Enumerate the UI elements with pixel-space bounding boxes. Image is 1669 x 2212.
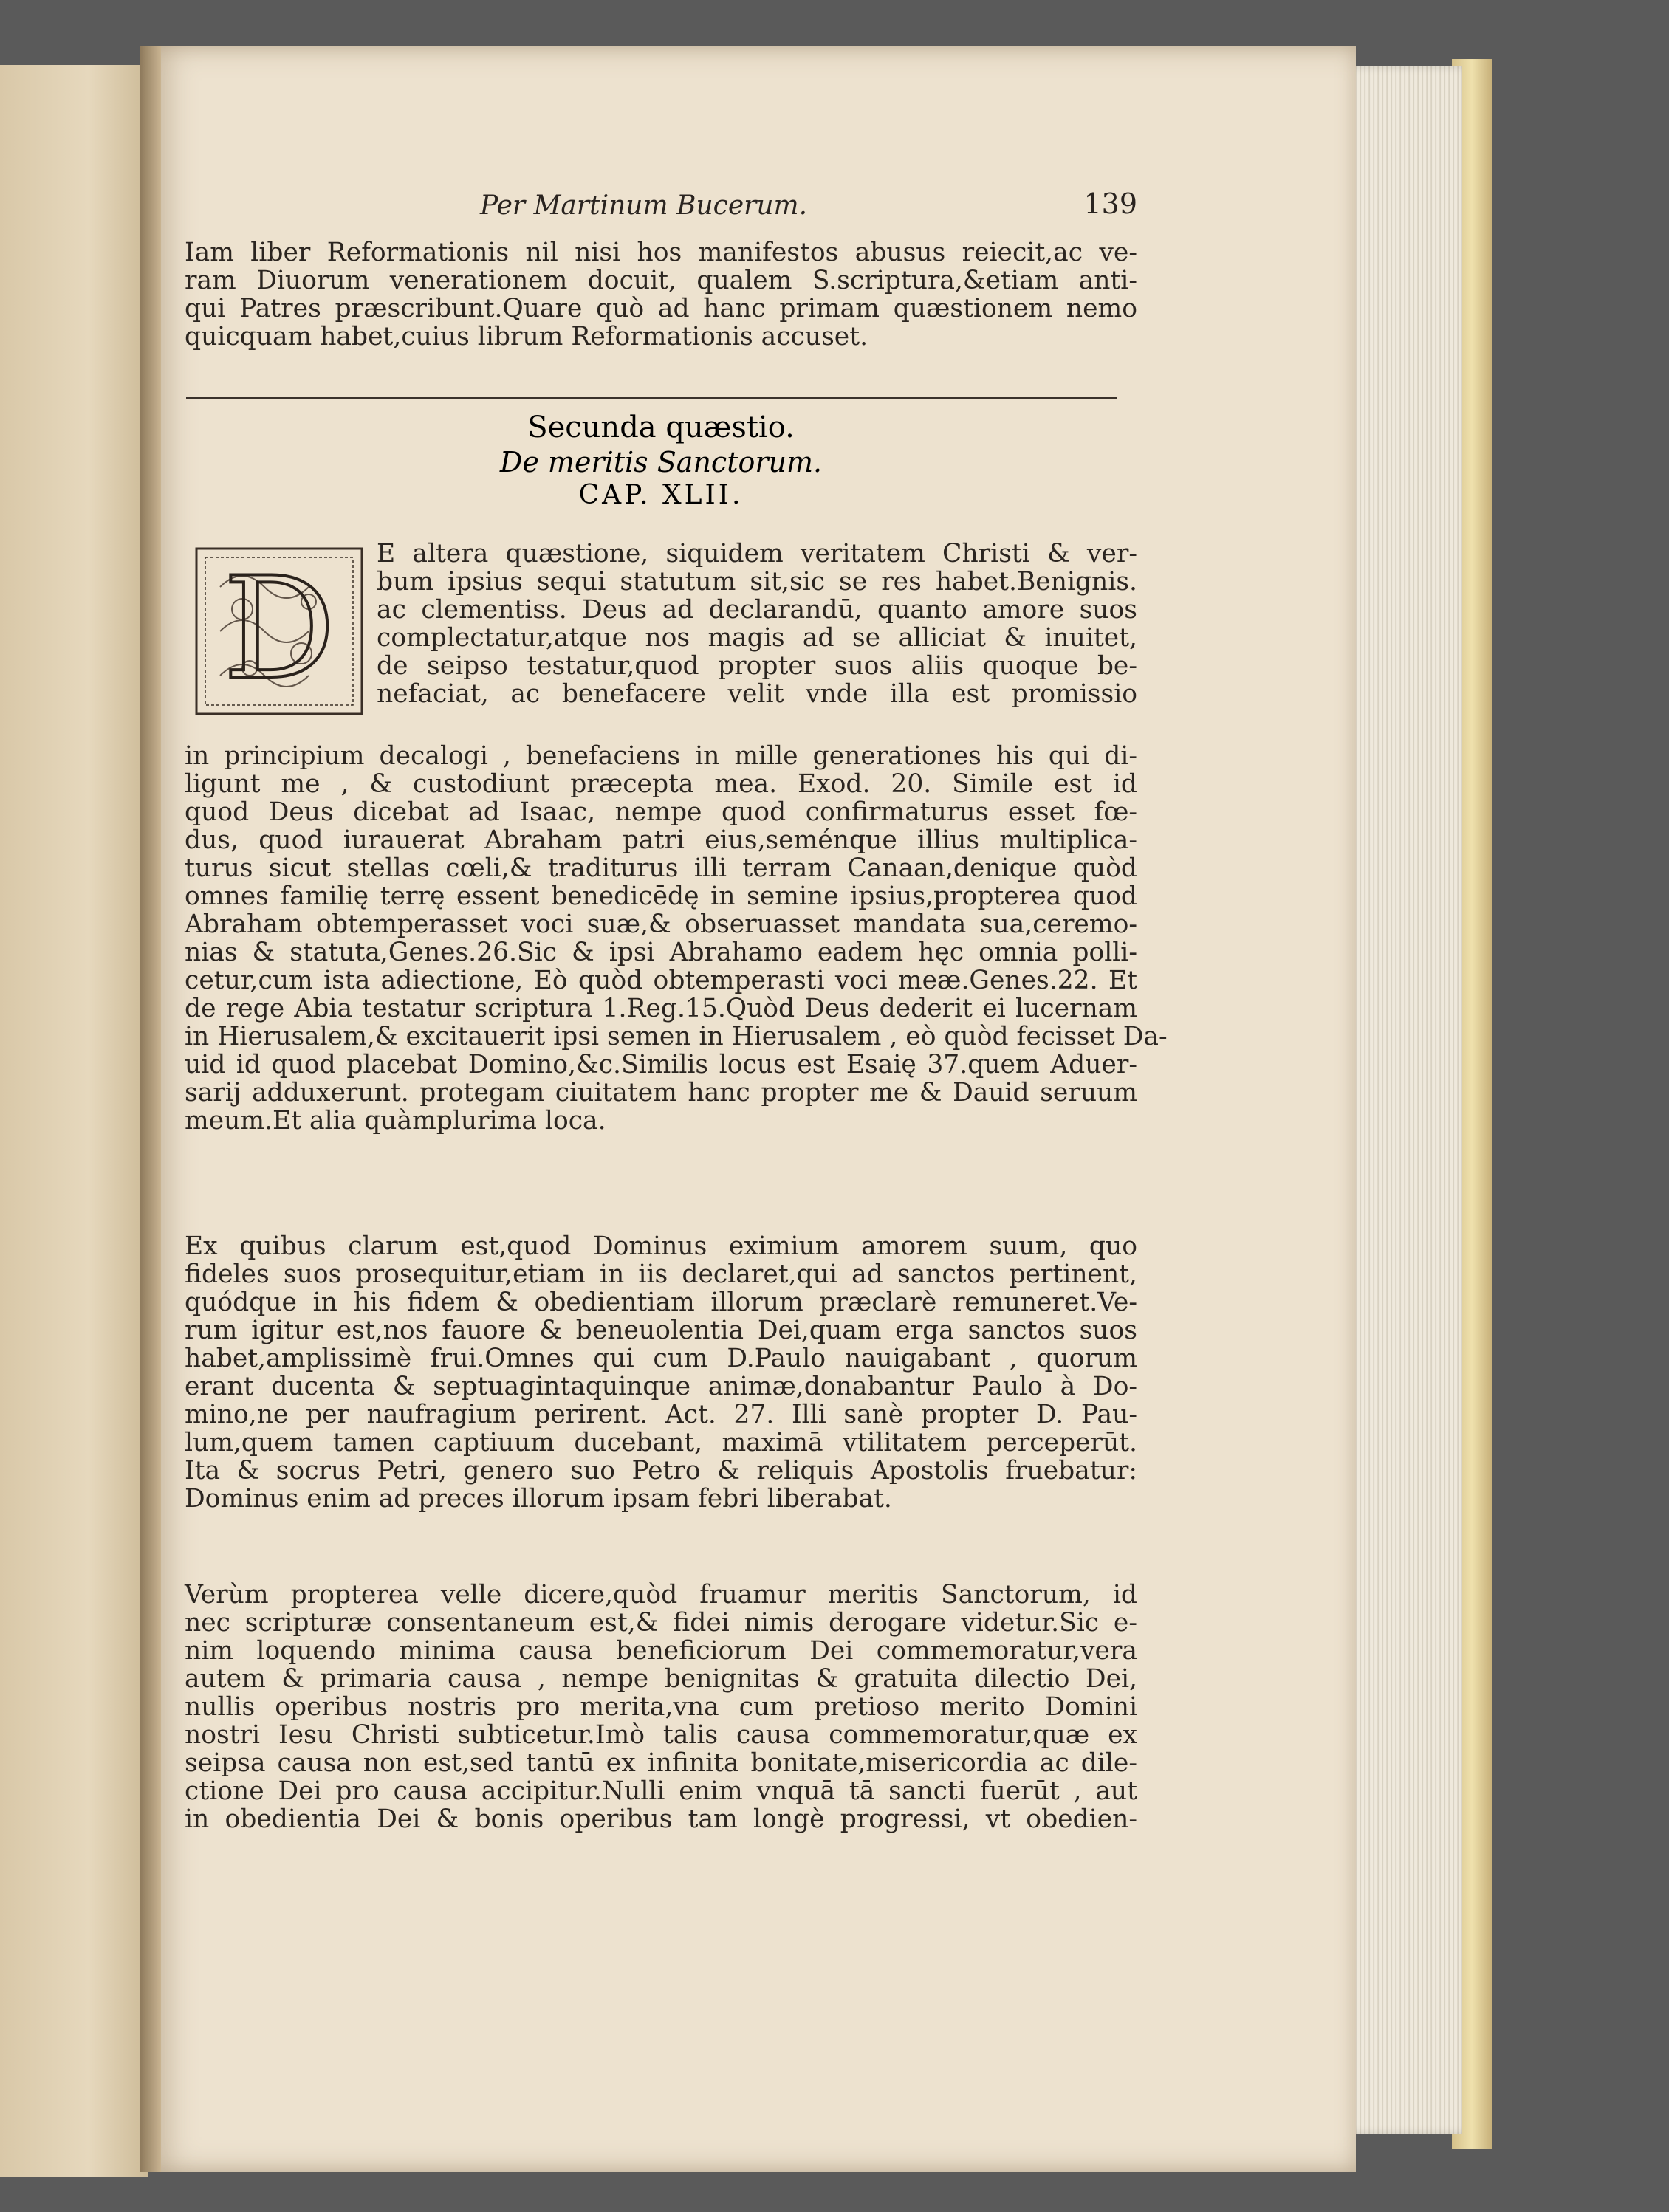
- top-paragraph: [185, 238, 1137, 350]
- text-line: rum igitur est,nos fauore & beneuolentia Dei,quam erga sanctos suos: [185, 1316, 1137, 1345]
- text-line: nec scripturæ consentaneum est,& fidei nimis derogare videtur.Sic e-: [185, 1608, 1137, 1638]
- text-line: ctione Dei pro causa accipitur.Nulli enim vnquā tā sancti fuerūt , aut: [185, 1776, 1137, 1806]
- text-line: mino,ne per naufragium perirent. Act. 27. Illi sanè propter D. Pau-: [185, 1400, 1137, 1429]
- left-facing-page: [0, 65, 148, 2177]
- text-line: cetur,cum ista adiectione, Eò quòd obtemperasti voci meæ.Genes.22. Et: [185, 966, 1137, 995]
- text-line: in obedientia Dei & bonis operibus tam longè progressi, vt obedien-: [185, 1804, 1137, 1834]
- text-line: Ex quibus clarum est,quod Dominus eximium amorem suum, quo: [185, 1232, 1137, 1261]
- opening-lines: [185, 539, 1137, 707]
- chapter-heading: [185, 411, 1137, 512]
- text-line: Ita & socrus Petri, genero suo Petro & reliquis Apostolis fruebatur:: [185, 1456, 1137, 1485]
- text-line: omnes familię terrę essent benedicēdę in semine ipsius,propterea quod: [185, 882, 1137, 911]
- running-head: [185, 190, 1137, 220]
- text-line: Iam liber Reformationis nil nisi hos manifestos abusus reiecit,ac ve-: [185, 238, 1137, 267]
- text-line: nefaciat, ac benefacere velit vnde illa est promissio: [377, 679, 1137, 709]
- text-line: autem & primaria causa , nempe benignitas & gratuita dilectio Dei,: [185, 1664, 1137, 1694]
- text-line: in Hierusalem,& excitauerit ipsi semen in Hierusalem , eò quòd fecisset Da-: [185, 1022, 1168, 1051]
- page-edges: [1344, 66, 1462, 2134]
- svg-text:D: D: [222, 547, 336, 710]
- text-line: habet,amplissimè frui.Omnes qui cum D.Paulo nauigabant , quorum: [185, 1344, 1137, 1373]
- running-head-title: Per Martinum Bucerum.: [480, 190, 808, 221]
- text-line: sarij adduxerunt. protegam ciuitatem hanc propter me & Dauid seruum: [185, 1078, 1137, 1107]
- paragraph-one: [185, 741, 1168, 1136]
- text-line: complectatur,atque nos magis ad se alliciat & inuitet,: [377, 623, 1137, 653]
- text-line: in principium decalogi , benefaciens in mille generationes his qui di-: [185, 741, 1137, 771]
- text-line: lum,quem tamen captiuum ducebant, maximā vtilitatem perceperūt.: [185, 1428, 1137, 1457]
- question-title: Secunda quæstio.: [527, 411, 795, 444]
- text-line: uid id quod placebat Domino,&c.Similis locus est Esaię 37.quem Aduer-: [185, 1050, 1137, 1079]
- chapter-number: CAP. XLII.: [578, 480, 744, 510]
- text-line: quod Deus dicebat ad Isaac, nempe quod confirmaturus esset fœ-: [185, 797, 1137, 827]
- text-line: quódque in his fidem & obedientiam illorum præclarè remuneret.Ve-: [185, 1288, 1137, 1317]
- text-line: nullis operibus nostris pro merita,vna cum pretioso merito Domini: [185, 1692, 1137, 1722]
- text-line: Verùm propterea velle dicere,quòd fruamur meritis Sanctorum, id: [185, 1580, 1137, 1610]
- text-line: turus sicut stellas cœli,& traditurus illi terram Canaan,denique quòd: [185, 853, 1137, 883]
- text-line: nias & statuta,Genes.26.Sic & ipsi Abrahamo eadem hęc omnia polli-: [185, 938, 1137, 967]
- text-line: ram Diuorum venerationem docuit, qualem S.scriptura,&etiam anti-: [185, 266, 1137, 295]
- text-line: de rege Abia testatur scriptura 1.Reg.15.Quòd Deus dederit ei lucernam: [185, 994, 1137, 1023]
- text-line: fideles suos prosequitur,etiam in iis declaret,qui ad sanctos pertinent,: [185, 1260, 1137, 1289]
- text-line: seipsa causa non est,sed tantū ex infinita bonitate,misericordia ac dile-: [185, 1748, 1137, 1778]
- text-line: qui Patres præscribunt.Quare quò ad hanc primam quæstionem nemo: [185, 294, 1137, 323]
- chapter-subtitle: De meritis Sanctorum.: [499, 446, 823, 478]
- text-line: meum.Et alia quàmplurima loca.: [185, 1106, 606, 1136]
- text-line: nostri Iesu Christi subticetur.Imò talis causa commemoratur,quæ ex: [185, 1720, 1137, 1750]
- text-line: E altera quæstione, siquidem veritatem Christi & ver-: [377, 539, 1137, 569]
- paragraph-two: [185, 1232, 1137, 1512]
- horizontal-rule: [186, 397, 1117, 399]
- text-line: quicquam habet,cuius librum Reformationis accuset.: [185, 322, 868, 351]
- text-line: erant ducenta & septuagintaquinque animæ,donabantur Paulo à Do-: [185, 1372, 1137, 1401]
- text-line: Dominus enim ad preces illorum ipsam febri liberabat.: [185, 1484, 892, 1514]
- paragraph-three: [185, 1580, 1137, 1833]
- text-line: ligunt me , & custodiunt præcepta mea. Exod. 20. Simile est id: [185, 769, 1137, 799]
- text-line: dus, quod iurauerat Abraham patri eius,seménque illius multiplica-: [185, 825, 1137, 855]
- text-line: bum ipsius sequi statutum sit,sic se res habet.Benignis.: [377, 567, 1137, 597]
- text-line: ac clementiss. Deus ad declarandū, quanto amore suos: [377, 595, 1137, 625]
- text-line: de seipso testatur,quod propter suos aliis quoque be-: [377, 651, 1137, 681]
- page-number: 139: [1083, 188, 1137, 220]
- text-line: nim loquendo minima causa beneficiorum Dei commemoratur,vera: [185, 1636, 1137, 1666]
- text-line: Abraham obtemperasset voci suæ,& obseruasset mandata sua,ceremo-: [185, 910, 1137, 939]
- page-gutter: [140, 46, 161, 2172]
